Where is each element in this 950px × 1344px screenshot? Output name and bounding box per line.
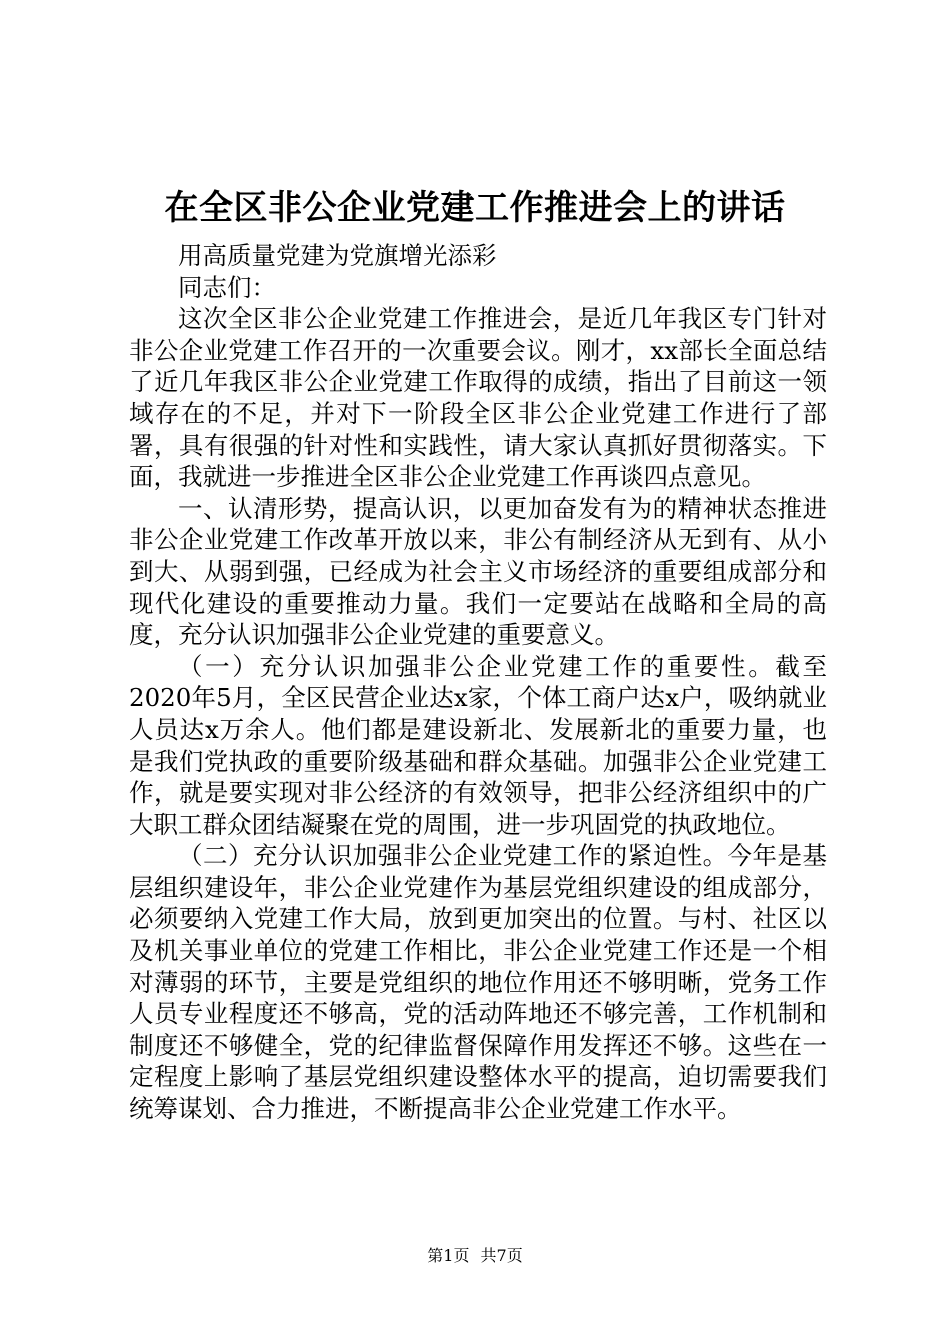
- page-footer: [0, 1245, 950, 1267]
- paragraph-point-one: （一）充分认识加强非公企业党建工作的重要性。截至2020年5月，全区民营企业达x家，个体工商户达x户，吸纳就业人员达x万余人。他们都是建设新北、发展新北的重要力量，也是我们党执政的重要阶级基础和群众基础。加强非公企业党建工作，就是要实现对非公经济的有效领导，把非公经济组织中的广大职工群众团结凝聚在党的周围，进一步巩固党的执政地位。: [129, 651, 827, 839]
- page-number: 第1页: [427, 1246, 470, 1265]
- document-title: 在全区非公企业党建工作推进会上的讲话: [164, 188, 786, 228]
- document-body: [129, 240, 827, 1125]
- paragraph-section-one: 一、认清形势，提高认识，以更加奋发有为的精神状态推进非公企业党建工作改革开放以来，非公有制经济从无到有、从小到大、从弱到强，已经成为社会主义市场经济的重要组成部分和现代化建设的重要推动力量。我们一定要站在战略和全局的高度，充分认识加强非公企业党建的重要意义。: [129, 493, 827, 650]
- paragraph-intro: 这次全区非公企业党建工作推进会，是近几年我区专门针对非公企业党建工作召开的一次重要会议。刚才，xx部长全面总结了近几年我区非公企业党建工作取得的成绩，指出了目前这一领域存在的不足，并对下一阶段全区非公企业党建工作进行了部署，具有很强的针对性和实践性，请大家认真抓好贯彻落实。下面，我就进一步推进全区非公企业党建工作再谈四点意见。: [129, 304, 827, 492]
- page-total: 共7页: [480, 1246, 523, 1265]
- salutation: 同志们：: [178, 272, 276, 302]
- document-subtitle: 用高质量党建为党旗增光添彩: [178, 241, 497, 270]
- paragraph-point-two: （二）充分认识加强非公企业党建工作的紧迫性。今年是基层组织建设年，非公企业党建作为基层党组织建设的组成部分，必须要纳入党建工作大局，放到更加突出的位置。与村、社区以及机关事业单位的党建工作相比，非公企业党建工作还是一个相对薄弱的环节，主要是党组织的地位作用还不够明晰，党务工作人员专业程度还不够高，党的活动阵地还不够完善，工作机制和制度还不够健全，党的纪律监督保障作用发挥还不够。这些在一定程度上影响了基层党组织建设整体水平的提高，迫切需要我们统筹谋划、合力推进，不断提高非公企业党建工作水平。: [129, 841, 827, 1124]
